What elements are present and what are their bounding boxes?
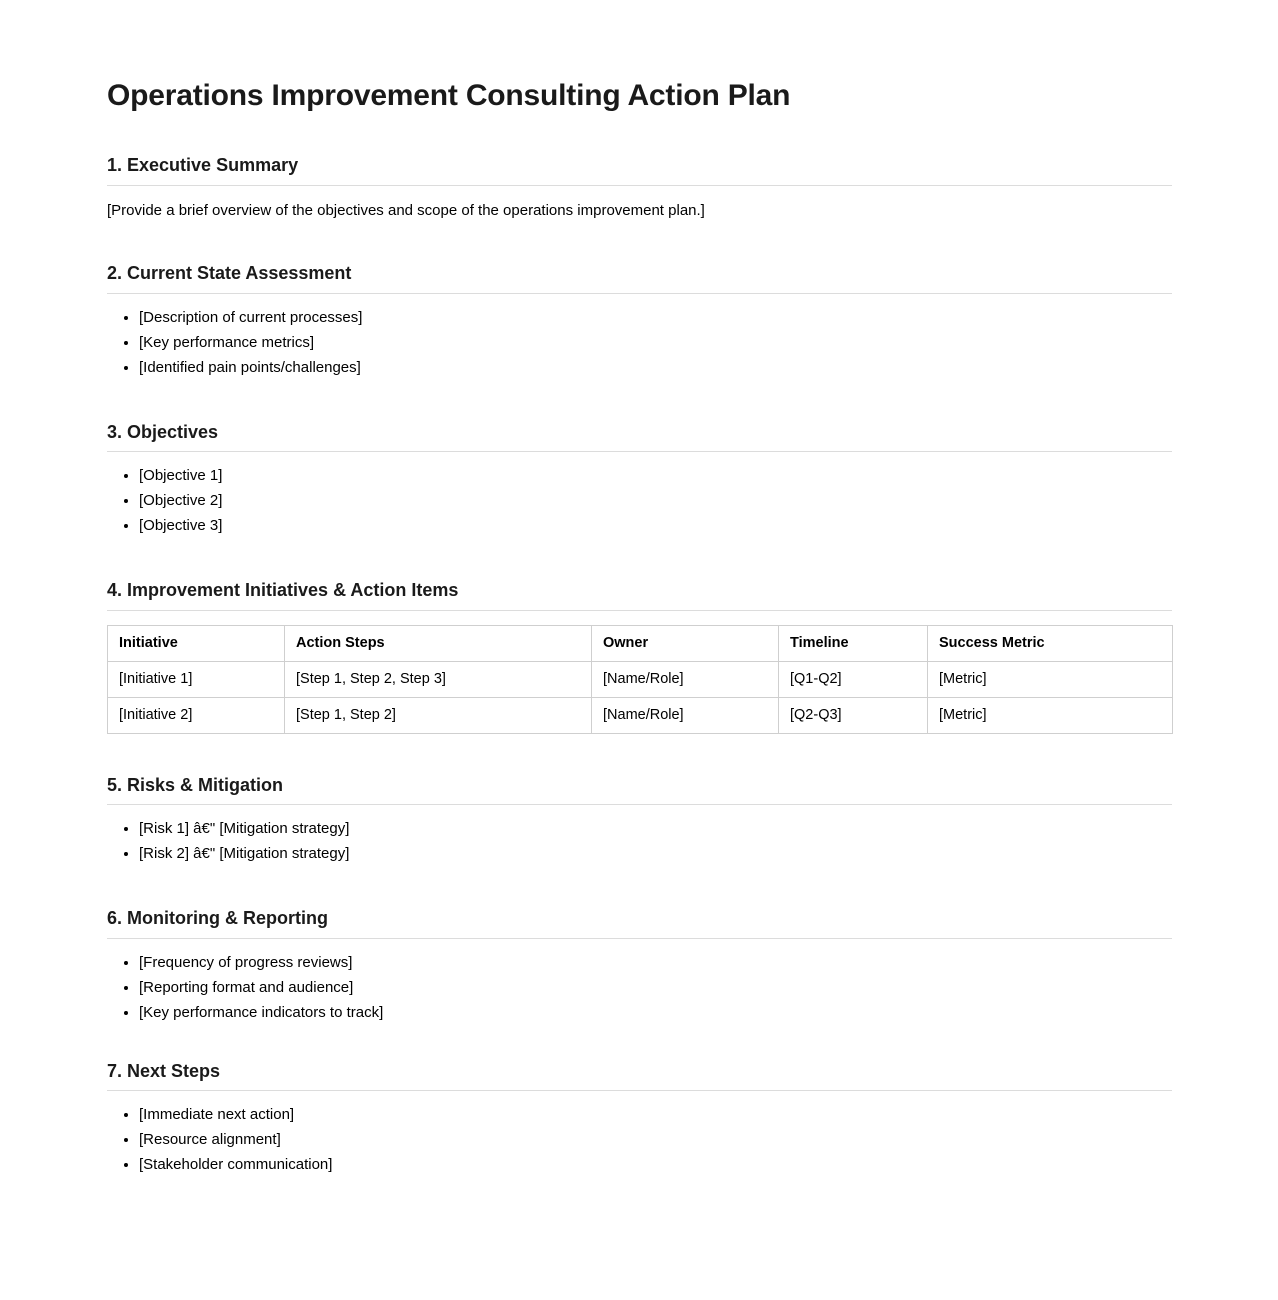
next-steps-list [107, 1103, 1172, 1177]
section-spacer [107, 734, 1172, 774]
list-item: • [Identified pain points/challenges] [139, 356, 1172, 380]
risks-list [107, 817, 1172, 866]
table-row [108, 661, 1173, 697]
list-item: • [Reporting format and audience] [139, 976, 1172, 1000]
table-header-row [108, 625, 1173, 661]
list-item: • [Risk 1] â€" [Mitigation strategy] [139, 817, 1172, 841]
column-header-success-metric: Success Metric [928, 625, 1173, 661]
section-spacer [107, 867, 1172, 907]
table-row [108, 697, 1173, 733]
list-item: • [Risk 2] â€" [Mitigation strategy] [139, 842, 1172, 866]
column-header-owner: Owner [592, 625, 779, 661]
cell-initiative: [Initiative 2] [108, 697, 285, 733]
objectives-list [107, 464, 1172, 538]
cell-owner: [Name/Role] [592, 661, 779, 697]
initiatives-table [107, 625, 1173, 734]
section-heading: 1. Executive Summary [107, 154, 1172, 186]
section-improvement-initiatives [107, 579, 1172, 734]
list-item: • [Stakeholder communication] [139, 1153, 1172, 1177]
section-heading: 5. Risks & Mitigation [107, 774, 1172, 806]
list-item: • [Resource alignment] [139, 1128, 1172, 1152]
section-spacer [107, 539, 1172, 579]
cell-timeline: [Q2-Q3] [779, 697, 928, 733]
list-item: • [Immediate next action] [139, 1103, 1172, 1127]
cell-action-steps: [Step 1, Step 2, Step 3] [285, 661, 592, 697]
section-heading: 7. Next Steps [107, 1060, 1172, 1092]
section-next-steps [107, 1060, 1172, 1178]
column-header-timeline: Timeline [779, 625, 928, 661]
section-objectives [107, 421, 1172, 539]
monitoring-list [107, 951, 1172, 1025]
section-monitoring-reporting [107, 907, 1172, 1025]
section-heading: 3. Objectives [107, 421, 1172, 453]
column-header-initiative: Initiative [108, 625, 285, 661]
current-state-list [107, 306, 1172, 380]
executive-summary-text: [Provide a brief overview of the objectives and scope of the operations improvement plan.] [107, 201, 705, 219]
section-heading: 6. Monitoring & Reporting [107, 907, 1172, 939]
list-item: • [Objective 1] [139, 464, 1172, 488]
list-item: • [Frequency of progress reviews] [139, 951, 1172, 975]
list-item: • [Key performance indicators to track] [139, 1001, 1172, 1025]
cell-success-metric: [Metric] [928, 697, 1173, 733]
section-executive-summary [107, 154, 1172, 222]
cell-initiative: [Initiative 1] [108, 661, 285, 697]
section-spacer [107, 381, 1172, 421]
section-heading: 4. Improvement Initiatives & Action Items [107, 579, 1172, 611]
cell-action-steps: [Step 1, Step 2] [285, 697, 592, 733]
section-current-state-assessment [107, 262, 1172, 380]
cell-success-metric: [Metric] [928, 661, 1173, 697]
cell-owner: [Name/Role] [592, 697, 779, 733]
list-item: • [Description of current processes] [139, 306, 1172, 330]
section-spacer [107, 222, 1172, 262]
section-risks-mitigation [107, 774, 1172, 867]
list-item: • [Key performance metrics] [139, 331, 1172, 355]
section-heading: 2. Current State Assessment [107, 262, 1172, 294]
page-title: Operations Improvement Consulting Action Plan [107, 79, 791, 112]
column-header-action-steps: Action Steps [285, 625, 592, 661]
list-item: • [Objective 3] [139, 514, 1172, 538]
cell-timeline: [Q1-Q2] [779, 661, 928, 697]
list-item: • [Objective 2] [139, 489, 1172, 513]
section-spacer [107, 1026, 1172, 1060]
